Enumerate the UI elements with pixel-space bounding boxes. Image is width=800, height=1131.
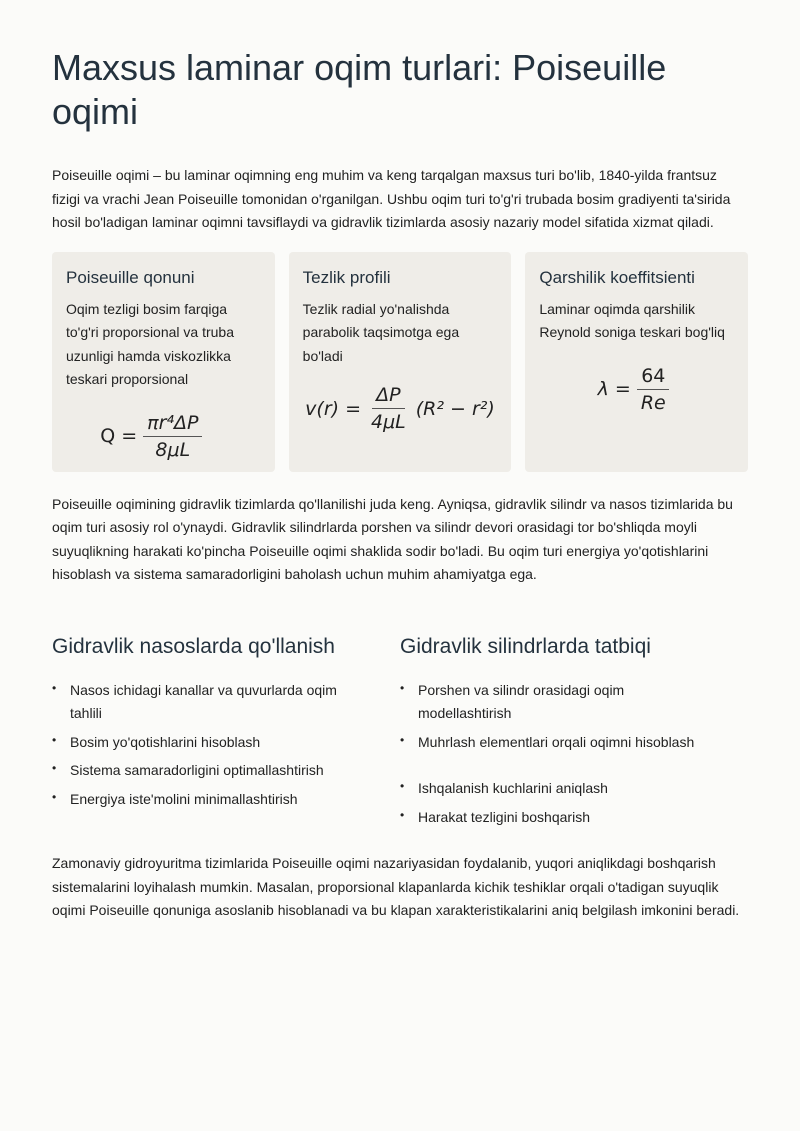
resistance-formula bbox=[539, 365, 734, 414]
card-title: Qarshilik koeffitsienti bbox=[539, 267, 695, 287]
conclusion-paragraph: Zamonaviy gidroyuritma tizimlarida Poiseuille oqimi nazariyasidan foydalanib, yuqori aniqlikdagi boshqarish sistemalarini loyihalash mumkin. Masalan, proporsional klapanlarda kichik teshiklar orqali o'tadigan suyuqlik oqimi Poiseuille qonuniga asoslanib hisoblanadi va bu klapan xarakteristikalarini aniq belgilash imkonini beradi. bbox=[52, 855, 740, 918]
card-description: Tezlik radial yo'nalishda parabolik taqsimotga ega bo'ladi bbox=[302, 300, 460, 364]
velocity-formula bbox=[303, 384, 498, 433]
page-title: Maxsus laminar oqim turlari: Poiseuille oqimi bbox=[52, 47, 667, 132]
formula-lhs: Q = bbox=[100, 425, 138, 447]
list-item: • Sistema samaradorligini optimallashtirish bbox=[52, 759, 400, 783]
formula-numerator: ΔP bbox=[372, 384, 404, 409]
list-item: • Energiya iste'molini minimallashtirish bbox=[52, 788, 400, 812]
list-item: • Porshen va silindr orasidagi oqim modellashtirish bbox=[400, 679, 650, 726]
list-item: • Harakat tezligini boshqarish bbox=[400, 806, 748, 830]
card-title: Poiseuille qonuni bbox=[66, 267, 195, 287]
application-sections bbox=[52, 635, 748, 835]
formula-fraction bbox=[637, 365, 670, 414]
list-item: • Muhrlash elementlari orqali oqimni hisoblash bbox=[400, 731, 748, 755]
card-title: Tezlik profili bbox=[302, 267, 391, 287]
bullet-list bbox=[52, 679, 400, 812]
card-velocity-profile bbox=[289, 252, 512, 472]
list-item: • Bosim yo'qotishlarini hisoblash bbox=[52, 731, 400, 755]
formula-denominator: 4μL bbox=[371, 411, 406, 433]
section-title: Gidravlik silindrlarda tatbiqi bbox=[400, 634, 651, 658]
formula-lhs: v(r) = bbox=[305, 397, 361, 420]
formula-cards bbox=[52, 252, 748, 472]
card-description: Laminar oqimda qarshilik Reynold soniga teskari bog'liq bbox=[539, 300, 725, 340]
formula-fraction bbox=[367, 384, 410, 433]
formula-fraction bbox=[143, 412, 202, 461]
section-pumps bbox=[52, 635, 400, 835]
card-poiseuille-law bbox=[52, 252, 275, 472]
formula-numerator: πr⁴ΔP bbox=[143, 412, 202, 437]
intro-paragraph: Poiseuille oqimi – bu laminar oqimning eng muhim va keng tarqalgan maxsus turi bo'lib, 1840-yilda frantsuz fizigi va vrachi Jean Poiseuille tomonidan o'rganilgan. Ushbu oqim turi to'g'ri trubada bosim gradiyenti ta'sirida hosil bo'ladigan laminar oqimni tavsiflaydi va gidravlik tizimlarda asosiy nazariy model sifatida xizmat qiladi. bbox=[52, 167, 731, 230]
section-cylinders bbox=[400, 635, 748, 835]
applications-paragraph: Poiseuille oqimining gidravlik tizimlarda qo'llanilishi juda keng. Ayniqsa, gidravlik silindr va nasos tizimlarida bu oqim turi asosiy rol o'ynaydi. Gidravlik silindrlarda porshen va silindr devori orasidagi tor bo'shliqda moyli suyuqlikning harakati ko'pincha Poiseuille oqimi shaklida sodir bo'ladi. Bu oqim turi energiya yo'qotishlarini hisoblash va sistema samaradorligini baholash uchun muhim ahamiyatga ega. bbox=[52, 495, 733, 582]
formula-lhs: λ = bbox=[597, 378, 631, 400]
formula-rhs: (R² − r²) bbox=[415, 397, 495, 420]
formula-numerator: 64 bbox=[637, 365, 669, 390]
formula-denominator: 8μL bbox=[155, 438, 191, 461]
card-description: Oqim tezligi bosim farqiga to'g'ri proporsional va truba uzunligi hamda viskozlikka teskari proporsional bbox=[66, 300, 234, 387]
section-title: Gidravlik nasoslarda qo'llanish bbox=[52, 634, 335, 658]
poiseuille-formula bbox=[66, 412, 261, 461]
card-resistance-coefficient bbox=[525, 252, 748, 472]
bullet-list bbox=[400, 679, 748, 830]
list-item: • Ishqalanish kuchlarini aniqlash bbox=[400, 777, 748, 801]
list-item: • Nasos ichidagi kanallar va quvurlarda oqim tahlili bbox=[52, 679, 362, 726]
formula-denominator: Re bbox=[640, 391, 666, 414]
